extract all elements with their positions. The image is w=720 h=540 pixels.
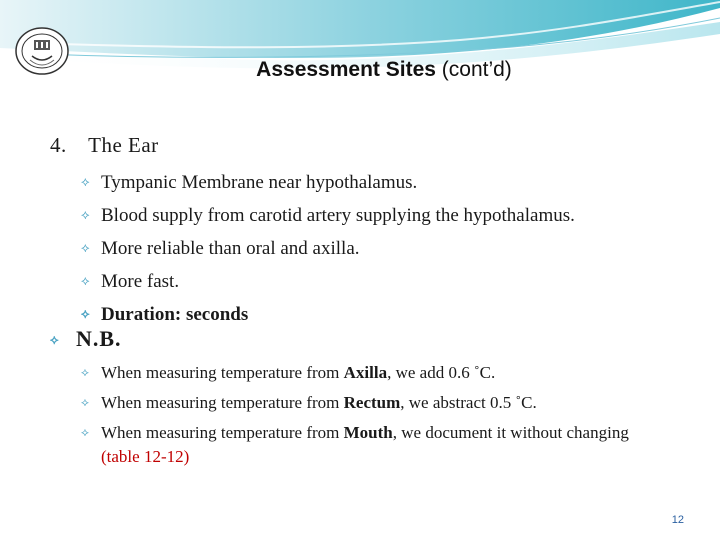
section-heading-text: The Ear — [88, 133, 159, 157]
bullet-icon: ⟡ — [81, 365, 89, 379]
bullet-icon: ⟡ — [81, 174, 90, 189]
table-reference: (table 12-12) — [101, 447, 190, 466]
bullet-icon: ⟡ — [81, 240, 90, 255]
page-number: 12 — [671, 514, 684, 526]
list-item: ⟡ Blood supply from carotid artery supplying the hypothalamus. — [81, 199, 575, 232]
bullet-icon: ⟡ — [81, 425, 89, 439]
bullet-icon: ⟡ — [50, 332, 60, 347]
list-item: ⟡ When measuring temperature from Rectum, we abstract 0.5 ˚C. — [81, 390, 661, 415]
list-item: ⟡ More reliable than oral and axilla. — [81, 232, 575, 265]
list-item: ⟡ Duration: seconds — [81, 298, 575, 331]
bullet-icon: ⟡ — [81, 207, 90, 222]
list-item: ⟡ When measuring temperature from Mouth, we document it without changing (table 12-12) — [81, 420, 661, 469]
section-number: 4. — [50, 133, 67, 157]
slide-title — [0, 58, 720, 82]
list-item: ⟡ When measuring temperature from Axilla, we add 0.6 ˚C. — [81, 360, 661, 385]
list-item: ⟡ Tympanic Membrane near hypothalamus. — [81, 166, 575, 199]
slide-title-main: Assessment Sites — [256, 58, 436, 81]
slide-title-suffix: (cont’d) — [441, 58, 512, 81]
section-heading — [50, 133, 159, 158]
bullet-icon: ⟡ — [81, 273, 90, 288]
list-item: ⟡ More fast. — [81, 265, 575, 298]
bullet-icon: ⟡ — [81, 395, 89, 409]
nb-notes-list — [81, 360, 661, 474]
nb-heading: ⟡ N.B. — [50, 326, 122, 351]
bullet-icon: ⟡ — [81, 306, 90, 321]
ear-bullet-list — [81, 166, 575, 331]
